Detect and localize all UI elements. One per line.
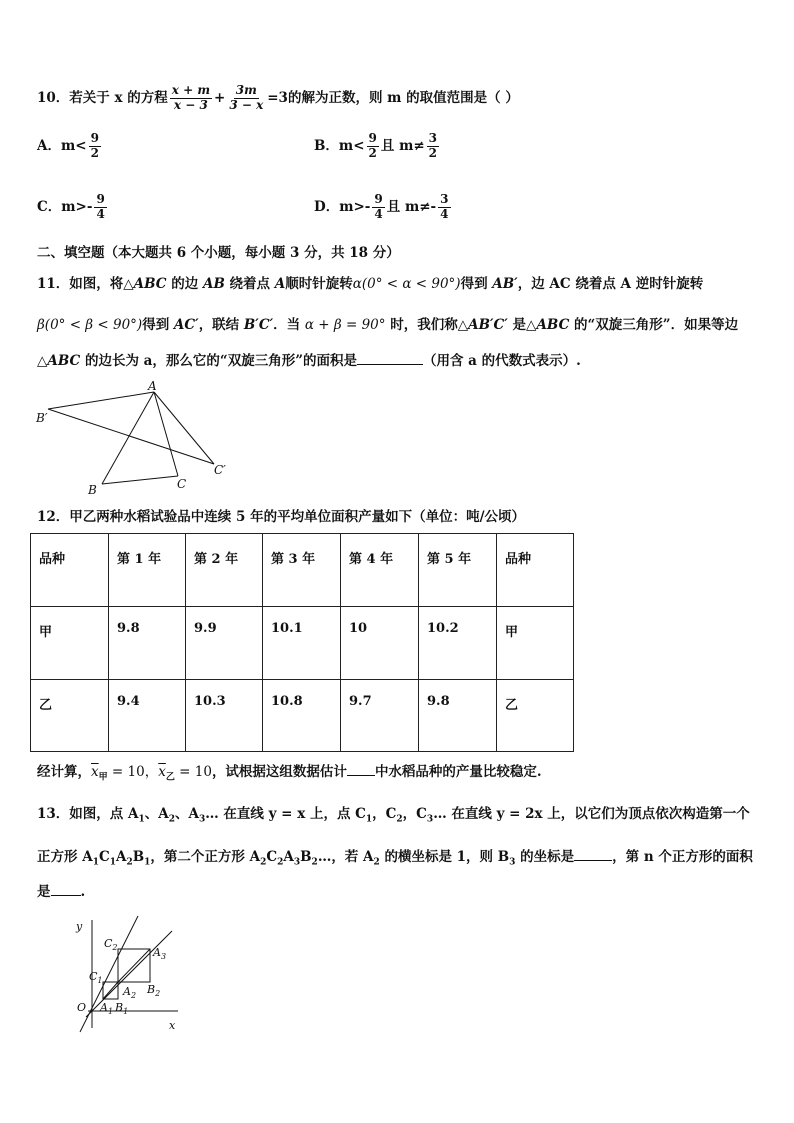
table-cell: 甲 bbox=[497, 607, 574, 680]
label-a: A bbox=[148, 379, 157, 393]
q11-text: ，联结 bbox=[198, 317, 244, 333]
label-o: O bbox=[77, 1001, 87, 1014]
label-cprime: C′ bbox=[214, 463, 226, 477]
table-cell: 10.1 bbox=[263, 607, 341, 680]
q10-option-a-num: 9 bbox=[90, 131, 99, 145]
q10-option-b-mid: 且 m≠ bbox=[380, 137, 425, 154]
label-c2 bbox=[104, 937, 118, 952]
q12-mean-value: = 10 bbox=[174, 764, 212, 780]
q12-title: 12．甲乙两种水稻试验品中连续 5 年的平均单位面积产量如下（单位：吨/公顷） bbox=[37, 509, 526, 525]
q13-subscript: 1 bbox=[109, 857, 116, 868]
q13-text: ，第二个正方形 A bbox=[150, 849, 261, 865]
q11-text: 绕着点 bbox=[224, 276, 275, 292]
table-cell: 10 bbox=[341, 607, 419, 680]
label-a1-letter: A bbox=[100, 1001, 108, 1014]
label-b2 bbox=[146, 983, 160, 998]
header-cell: 品种 bbox=[497, 534, 574, 607]
q10-frac1-denominator: x − 3 bbox=[173, 97, 208, 112]
q13-answer-blank-1[interactable] bbox=[574, 859, 612, 861]
label-a2-index: 2 bbox=[130, 991, 137, 1000]
q10-option-b-fraction-1 bbox=[367, 132, 379, 161]
q10-frac1-numerator: x + m bbox=[171, 83, 211, 97]
q12-text: ，试根据这组数据估计 bbox=[211, 764, 347, 780]
q13-subscript: 1 bbox=[365, 814, 373, 825]
q13-text: B bbox=[132, 849, 145, 865]
table-cell: 9.8 bbox=[419, 680, 497, 752]
axis-label-y: y bbox=[76, 920, 83, 933]
q12-mean-value: = 10， bbox=[107, 764, 159, 780]
q10-fraction-1 bbox=[170, 84, 212, 113]
q10-fraction-2 bbox=[227, 84, 265, 113]
label-b1-index: 1 bbox=[123, 1007, 129, 1016]
q10-option-b-label: B．m< bbox=[314, 137, 365, 154]
q13-text: C bbox=[98, 849, 110, 865]
label-b2-index: 2 bbox=[155, 989, 161, 998]
label-bprime: B′ bbox=[36, 411, 48, 425]
q11-text: 得到 bbox=[460, 276, 493, 292]
table-header-row bbox=[31, 534, 574, 607]
q11-beta-condition: β(0° < β < 90°) bbox=[37, 317, 143, 333]
q13-text: ，C bbox=[402, 806, 427, 822]
table-cell: 9.4 bbox=[109, 680, 186, 752]
label-b1 bbox=[114, 1001, 128, 1016]
segment-a-cprime bbox=[154, 392, 214, 464]
q10-option-b-den2: 2 bbox=[428, 145, 438, 160]
q13-subscript: 3 bbox=[198, 814, 206, 825]
q10-option-b bbox=[314, 132, 441, 161]
table-cell: 9.9 bbox=[186, 607, 263, 680]
label-b: B bbox=[88, 483, 97, 497]
segment-bprime-cprime bbox=[48, 409, 214, 464]
diagonal-a1-b1 bbox=[103, 982, 118, 999]
q13-text: 、A bbox=[144, 806, 169, 822]
q13-subscript: 1 bbox=[138, 814, 145, 825]
q11-answer-blank[interactable] bbox=[357, 363, 423, 365]
q13-text: 正方形 A bbox=[37, 849, 93, 865]
q10-option-a-den: 2 bbox=[90, 145, 99, 160]
label-c1-letter: C bbox=[89, 970, 98, 983]
q10-option-c-fraction bbox=[94, 193, 106, 222]
q11-math: ABC bbox=[536, 317, 570, 333]
table-cell: 甲 bbox=[31, 607, 109, 680]
q13-text: 的坐标是 bbox=[515, 849, 575, 865]
q13-subscript: 3 bbox=[509, 857, 516, 868]
segment-a-bprime bbox=[48, 392, 154, 409]
q11-math: ABC bbox=[133, 276, 167, 292]
q11-text: ．当 bbox=[273, 317, 305, 333]
q11-figure bbox=[30, 378, 235, 498]
q10-option-a bbox=[37, 132, 103, 161]
q10-option-a-fraction bbox=[89, 132, 101, 161]
label-c2-letter: C bbox=[104, 937, 113, 950]
q11-line-2 bbox=[37, 319, 738, 333]
header-cell: 第 2 年 bbox=[186, 534, 263, 607]
table-cell: 9.7 bbox=[341, 680, 419, 752]
q11-text: 时，我们称△ bbox=[385, 317, 469, 333]
q11-text: 的边 bbox=[166, 276, 203, 292]
q13-subscript: 2 bbox=[260, 857, 267, 868]
q11-math: A bbox=[274, 276, 286, 292]
q13-text: A bbox=[283, 849, 294, 865]
q10-option-d bbox=[314, 193, 453, 222]
q13-text: ，C bbox=[372, 806, 397, 822]
axis-label-x: x bbox=[169, 1019, 176, 1032]
q13-subscript: 1 bbox=[144, 857, 151, 868]
q10-option-b-den: 2 bbox=[368, 145, 377, 160]
table-cell: 9.8 bbox=[109, 607, 186, 680]
label-a1 bbox=[99, 1001, 113, 1016]
q10-option-c bbox=[37, 193, 109, 222]
q13-text: B bbox=[300, 849, 312, 865]
q10-plus: + bbox=[214, 89, 226, 106]
label-b2-letter: B bbox=[147, 983, 156, 996]
q13-subscript: 2 bbox=[396, 814, 403, 825]
q10-option-d-fraction-1 bbox=[372, 193, 384, 222]
q11-line-3 bbox=[37, 355, 581, 369]
label-a2-letter: A bbox=[123, 985, 131, 998]
q13-subscript: 3 bbox=[426, 814, 434, 825]
q10-option-d-label: D．m>- bbox=[314, 198, 371, 215]
segment-b-c bbox=[102, 476, 178, 484]
label-c: C bbox=[177, 477, 187, 491]
label-c2-index: 2 bbox=[112, 943, 118, 952]
q11-text: 是△ bbox=[507, 317, 537, 333]
q11-text: ，边 AC 绕着点 A 逆时针旋转 bbox=[517, 276, 704, 292]
q13-subscript: 3 bbox=[293, 857, 301, 868]
q13-text: 是 bbox=[37, 884, 51, 900]
label-a3-letter: A bbox=[153, 946, 161, 959]
q12-answer-blank[interactable] bbox=[347, 774, 375, 776]
q11-text: 11．如图，将△ bbox=[37, 276, 134, 292]
q11-text: 顺时针旋转 bbox=[285, 276, 353, 292]
header-cell: 第 5 年 bbox=[419, 534, 497, 607]
q13-subscript: 2 bbox=[311, 857, 318, 868]
q10-stem bbox=[37, 84, 519, 113]
q10-option-a-label: A．m< bbox=[37, 137, 87, 154]
q13-text: 、A bbox=[174, 806, 199, 822]
q11-sum-condition: α + β = 90° bbox=[304, 317, 386, 333]
line-y-eq-x bbox=[86, 931, 172, 1017]
header-cell: 品种 bbox=[31, 534, 109, 607]
q10-option-d-mid: 且 m≠- bbox=[386, 198, 437, 215]
q11-line-1 bbox=[37, 278, 703, 292]
table-cell: 乙 bbox=[497, 680, 574, 752]
q13-answer-blank-2[interactable] bbox=[51, 894, 81, 896]
q13-text: … 在直线 y = 2x 上，以它们为顶点依次构造第一个 bbox=[433, 806, 750, 822]
q13-text: ，第 n 个正方形的面积 bbox=[612, 849, 753, 865]
table-row bbox=[31, 607, 574, 680]
q10-option-d-num: 9 bbox=[374, 192, 383, 206]
q13-subscript: 2 bbox=[373, 857, 380, 868]
q10-prefix: 10．若关于 x 的方程 bbox=[37, 89, 168, 106]
q10-option-b-fraction-2 bbox=[427, 132, 439, 161]
q13-text: 13．如图，点 A bbox=[37, 806, 139, 822]
table-row bbox=[31, 680, 574, 752]
diagonal-a2-a3 bbox=[118, 949, 150, 982]
q11-text: 的“双旋三角形”．如果等边 bbox=[569, 317, 739, 333]
q10-option-c-label: C．m>- bbox=[37, 198, 93, 215]
q11-text: 的边长为 a，那么它的“双旋三角形”的面积是 bbox=[80, 353, 357, 369]
q13-figure bbox=[60, 912, 190, 1037]
header-cell: 第 3 年 bbox=[263, 534, 341, 607]
table-cell: 10.3 bbox=[186, 680, 263, 752]
q13-subscript: 2 bbox=[277, 857, 284, 868]
q10-equals: =3 bbox=[267, 89, 288, 106]
q12-text: 经计算， bbox=[37, 764, 91, 780]
q13-subscript: 1 bbox=[92, 857, 99, 868]
q11-text: △ bbox=[37, 353, 48, 369]
q12-mean-symbol: $\overline{x}$ bbox=[91, 764, 99, 780]
section-heading: 二、填空题（本大题共 6 个小题，每小题 3 分，共 18 分） bbox=[37, 245, 400, 261]
q11-math: B′C′ bbox=[243, 317, 274, 333]
q10-option-d-num2: 3 bbox=[440, 192, 449, 206]
header-cell: 第 1 年 bbox=[109, 534, 186, 607]
q13-line-3 bbox=[37, 886, 85, 900]
q10-frac2-numerator: 3m bbox=[235, 83, 257, 97]
q12-mean-subscript: 甲 bbox=[98, 772, 108, 783]
q13-text: A bbox=[115, 849, 127, 865]
label-a2 bbox=[122, 985, 136, 1000]
label-c1-index: 1 bbox=[97, 976, 103, 985]
q13-line-2 bbox=[37, 851, 753, 868]
q13-text: C bbox=[266, 849, 278, 865]
q10-option-d-den2: 4 bbox=[440, 206, 449, 221]
table-cell: 10.8 bbox=[263, 680, 341, 752]
q10-option-c-num: 9 bbox=[96, 192, 105, 206]
q11-math: AB′C′ bbox=[468, 317, 508, 333]
q11-math: ABC bbox=[47, 353, 81, 369]
table-cell: 乙 bbox=[31, 680, 109, 752]
q10-suffix: 的解为正数，则 m 的取值范围是（ ） bbox=[287, 89, 519, 106]
q10-option-b-num: 9 bbox=[368, 131, 377, 145]
q13-text: . bbox=[80, 884, 86, 900]
q10-option-d-fraction-2 bbox=[438, 193, 450, 222]
label-a3-index: 3 bbox=[160, 952, 167, 961]
q12-text: 中水稻品种的产量比较稳定. bbox=[374, 764, 542, 780]
q12-mean-subscript: 乙 bbox=[165, 772, 175, 783]
q12-conclusion bbox=[37, 766, 542, 783]
yield-table bbox=[30, 533, 574, 752]
label-a3 bbox=[152, 946, 166, 961]
q13-text: 的横坐标是 1，则 B bbox=[379, 849, 510, 865]
q13-subscript: 2 bbox=[168, 814, 175, 825]
q10-option-c-den: 4 bbox=[96, 206, 105, 221]
q10-option-b-num2: 3 bbox=[428, 131, 438, 145]
label-a1-index: 1 bbox=[107, 1007, 114, 1016]
q11-math: AC′ bbox=[173, 317, 199, 333]
label-b1-letter: B bbox=[115, 1001, 124, 1014]
q12-mean-symbol: $\overline{x}$ bbox=[158, 764, 166, 780]
q11-math: AB bbox=[202, 276, 225, 292]
table-cell: 10.2 bbox=[419, 607, 497, 680]
header-cell: 第 4 年 bbox=[341, 534, 419, 607]
q13-line-1 bbox=[37, 808, 750, 825]
q13-subscript: 2 bbox=[126, 857, 133, 868]
segment-a-c bbox=[154, 392, 178, 476]
q10-option-d-den: 4 bbox=[374, 206, 383, 221]
q11-alpha-condition: α(0° < α < 90°) bbox=[352, 276, 461, 292]
q13-text: … 在直线 y = x 上，点 C bbox=[205, 806, 366, 822]
q11-text: （用含 a 的代数式表示）. bbox=[422, 353, 581, 369]
label-c1 bbox=[89, 970, 103, 985]
q11-text: 得到 bbox=[142, 317, 174, 333]
q10-frac2-denominator: 3 − x bbox=[229, 97, 264, 112]
q11-math: AB′ bbox=[492, 276, 518, 292]
q13-text: …，若 A bbox=[317, 849, 374, 865]
segment-a-b bbox=[102, 392, 154, 484]
